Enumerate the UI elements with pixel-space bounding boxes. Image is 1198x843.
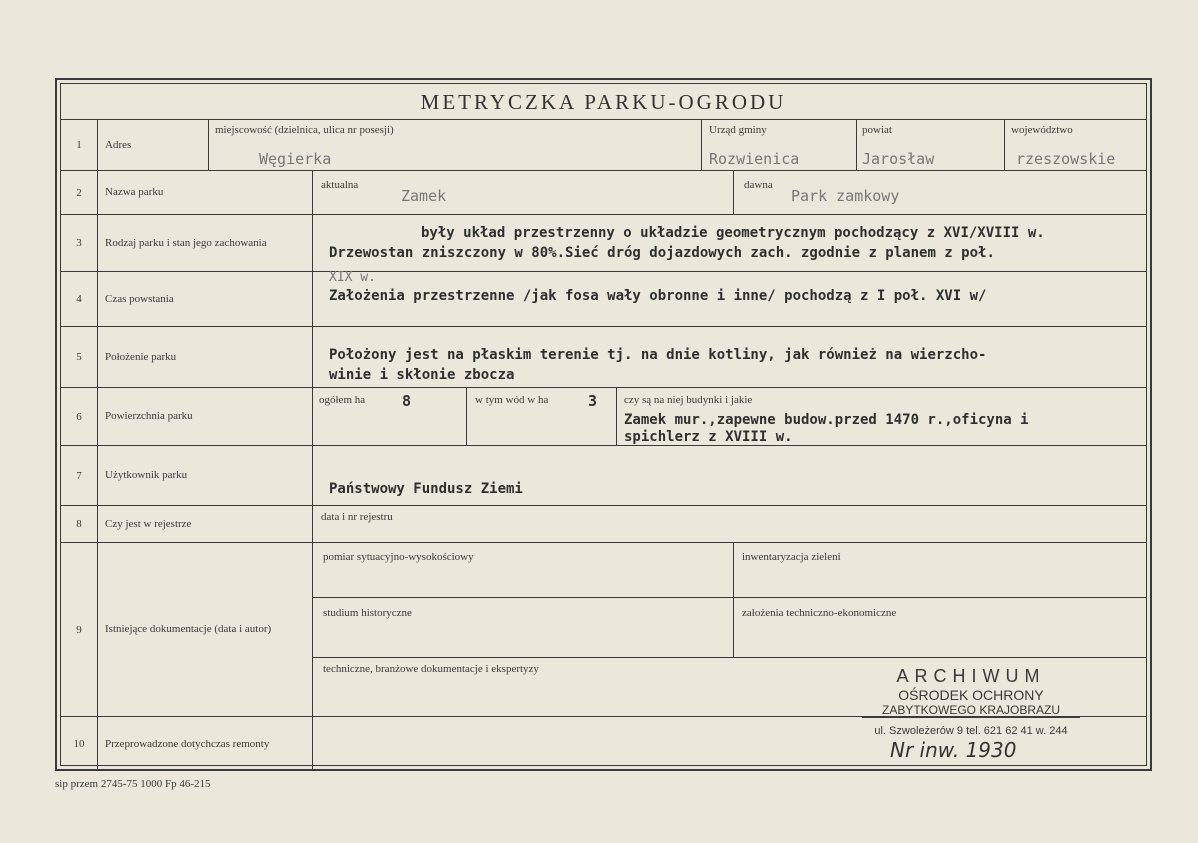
row-label: Czas powstania [97, 272, 313, 326]
header-ogolem: ogółem ha [319, 394, 366, 406]
row-number: 9 [76, 623, 82, 636]
row-label: Położenie parku [97, 327, 313, 387]
row-number: 4 [76, 293, 82, 305]
typed-line: XIX w. [329, 270, 376, 285]
row-label: Powierzchnia parku [97, 388, 313, 445]
header-aktualna: aktualna [321, 179, 359, 191]
header-budynki: czy są na niej budynki i jakie [624, 394, 753, 406]
form-inner [60, 83, 1147, 766]
row-address [61, 120, 1146, 171]
row-label: Użytkownik parku [97, 446, 313, 505]
value-wody: 3 [588, 392, 598, 410]
typed-line: Położony jest na płaskim terenie tj. na dnie kotliny, jak również na wierzcho- [329, 347, 987, 363]
value-dawna: Park zamkowy [791, 187, 900, 205]
header-pomiar: pomiar sytuacyjno-wysokościowy [323, 551, 474, 563]
stamp-line: ul. Szwoleżerów 9 tel. 621 62 41 w. 244 [874, 725, 1068, 737]
value-aktualna: Zamek [401, 187, 447, 205]
value-powiat: Jarosław [862, 150, 935, 168]
header-registry: data i nr rejestru [321, 511, 393, 523]
row-label: Adres [97, 120, 209, 170]
row-park-type [61, 215, 1146, 272]
row-number: 1 [76, 139, 82, 151]
value-user: Państwowy Fundusz Ziemi [329, 481, 523, 497]
typed-line: winie i skłonie zbocza [329, 367, 515, 383]
typed-line: Drzewostan zniszczony w 80%.Sieć dróg dojazdowych zach. zgodnie z planem z poł. [329, 245, 995, 261]
header-wody: w tym wód w ha [475, 394, 549, 406]
row-number: 8 [76, 518, 82, 530]
row-label: Przeprowadzone dotychczas remonty [97, 717, 313, 771]
typed-line: spichlerz z XVIII w. [624, 429, 793, 445]
stamp-line: OŚRODEK OCHRONY [898, 687, 1044, 703]
stamp-line: ZABYTKOWEGO KRAJOBRAZU [862, 703, 1080, 718]
header-wojewodztwo: województwo [1011, 124, 1073, 136]
header-powiat: powiat [862, 124, 892, 136]
header-inwentaryzacja: inwentaryzacja zieleni [742, 551, 841, 563]
header-dawna: dawna [744, 179, 773, 191]
row-number: 5 [76, 351, 82, 363]
row-label: Istniejące dokumentacje (data i autor) [97, 543, 313, 716]
archive-stamp [862, 666, 1080, 737]
row-label: Rodzaj parku i stan jego zachowania [97, 215, 313, 271]
row-number: 10 [73, 738, 85, 750]
stamp-line: ARCHIWUM [896, 666, 1046, 686]
header-miejscowosc: miejscowość (dzielnica, ulica nr posesji) [215, 124, 394, 136]
row-number: 6 [76, 410, 82, 423]
typed-line: były układ przestrzenny o układzie geometrycznym pochodzący z XVI/XVIII w. [421, 225, 1045, 241]
value-ogolem: 8 [402, 392, 412, 410]
value-miejscowosc: Węgierka [259, 150, 332, 168]
row-area [61, 388, 1146, 446]
typed-line: Założenia przestrzenne /jak fosa wały obronne i inne/ pochodzą z I poł. XVI w/ [329, 288, 987, 304]
value-gmina: Rozwienica [709, 150, 800, 168]
row-label: Nazwa parku [97, 171, 313, 214]
form-title: METRYCZKA PARKU-OGRODU [61, 84, 1146, 120]
typed-line: Zamek mur.,zapewne budow.przed 1470 r.,oficyna i [624, 412, 1029, 428]
row-number: 2 [76, 186, 82, 199]
row-registry [61, 506, 1146, 543]
row-location [61, 327, 1146, 388]
value-wojewodztwo: rzeszowskie [1016, 150, 1116, 168]
row-user [61, 446, 1146, 506]
row-label: Czy jest w rejestrze [97, 506, 313, 542]
row-park-name [61, 171, 1146, 215]
header-techniczne: techniczne, branżowe dokumentacje i ekspertyzy [323, 663, 539, 675]
row-creation-time [61, 272, 1146, 327]
row-number: 7 [76, 469, 82, 482]
row-number: 3 [76, 237, 82, 249]
header-gmina: Urząd gminy [709, 124, 767, 136]
inventory-signature: Nr inw. 1930 [890, 738, 1017, 762]
print-footer: sip przem 2745-75 1000 Fp 46-215 [55, 778, 211, 790]
header-studium: studium historyczne [323, 607, 412, 619]
header-zalozenia: założenia techniczno-ekonomiczne [742, 607, 897, 619]
